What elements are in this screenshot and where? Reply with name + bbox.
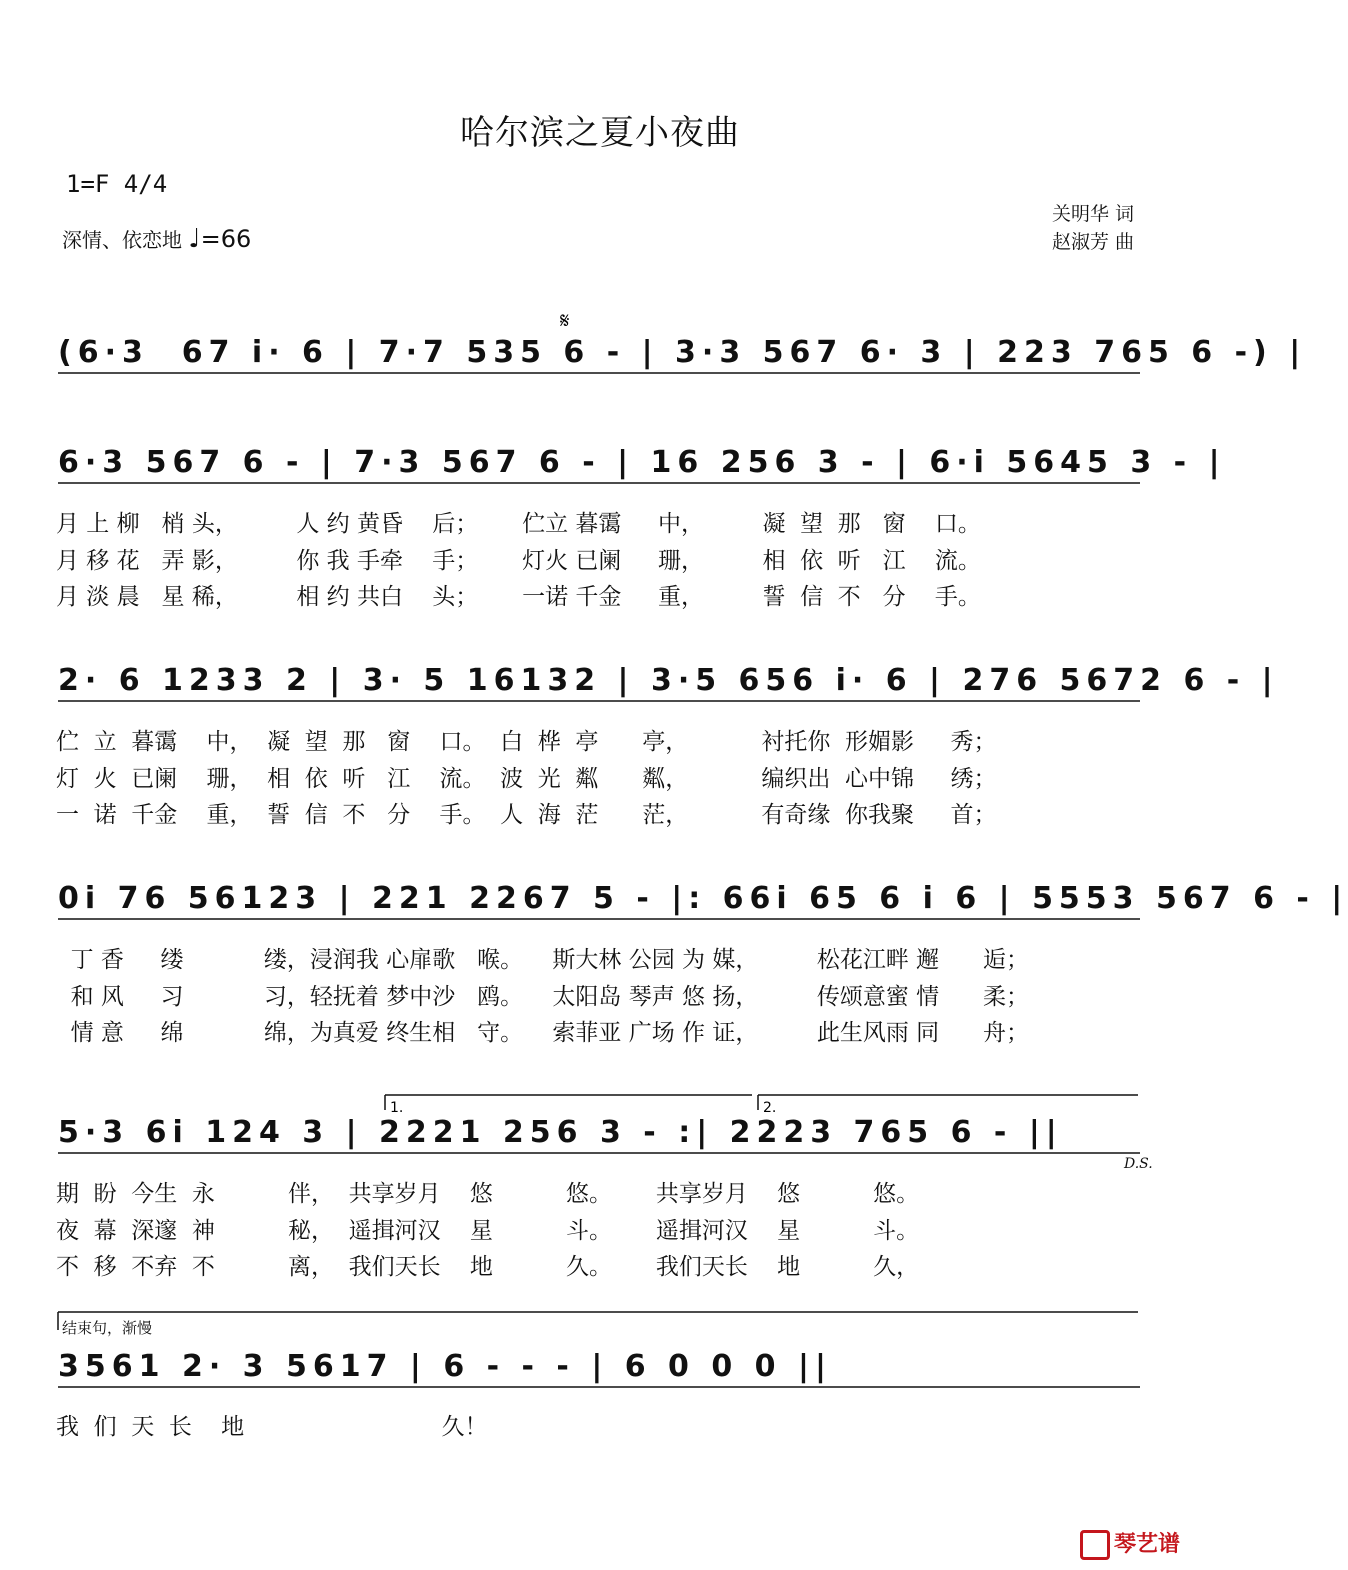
lyric-line: 月 移 花 弄 影， 你 我 手牵 手； 灯火 已阑 珊， 相 依 听 江 流。 [56, 547, 981, 574]
lyric-line: 夜 幕 深邃 神 秘， 遥揖河汉 星 斗。 遥揖河汉 星 斗。 [56, 1217, 920, 1244]
ending-label: 结束句，渐慢 [62, 1319, 153, 1337]
lyric-line: 和 风 习 习，轻抚着 梦中沙 鸥。 太阳岛 琴声 悠 扬， 传颂意蜜 情 柔； [56, 983, 1029, 1010]
volta-2-label: 2. [763, 1100, 777, 1116]
lyric-line: 不 移 不弃 不 离， 我们天长 地 久。 我们天长 地 久， [56, 1254, 920, 1280]
lyric-line: 月 淡 晨 星 稀， 相 约 共白 头； 一诺 千金 重， 誓 信 不 分 手。 [56, 584, 981, 610]
notation-line: 3561 2· 3 5617 | 6 - - - | 6 0 0 0 || [58, 1349, 832, 1384]
page-title: 哈尔滨之夏小夜曲 [460, 113, 740, 153]
lyric-line: 灯 火 已阑 珊， 相 依 听 江 流。 波 光 粼 粼， 编织出 心中锦 绣； [56, 765, 997, 792]
logo-icon [1080, 1530, 1110, 1560]
notation-line: (6·3 67 i· 6 | 7·7 535 6 - | 3·3 567 6· 3 | 223 765 6 -) | [58, 335, 1307, 370]
ds-mark: D.S. [1124, 1156, 1153, 1172]
watermark [1080, 1527, 1180, 1560]
key-signature: 1=F 4/4 [66, 170, 168, 198]
lyric-line: 丁 香 缕 缕，浸润我 心扉歌 喉。 斯大林 公园 为 媒， 松花江畔 邂 逅； [56, 947, 1029, 973]
quarter-note-icon: ♩ [188, 224, 201, 254]
lyric-line: 期 盼 今生 永 伴， 共享岁月 悠 悠。 共享岁月 悠 悠。 [56, 1181, 920, 1207]
segno-icon: 𝄋 [560, 309, 570, 334]
notation-line: 2· 6 1233 2 | 3· 5 16132 | 3·5 656 i· 6 | 276 5672 6 - | [58, 663, 1279, 698]
lyric-line: 一 诺 千金 重， 誓 信 不 分 手。 人 海 茫 茫， 有奇缘 你我聚 首； [56, 802, 997, 828]
notation-line: 5·3 6i 124 3 | 2221 256 3 - :| 2223 765 6 - || [58, 1115, 1063, 1150]
watermark-text: 琴艺谱 [1113, 1532, 1180, 1557]
lyric-line: 伫 立 暮霭 中， 凝 望 那 窗 口。 白 桦 亭 亭， 衬托你 形媚影 秀； [56, 729, 997, 755]
notation-line: 6·3 567 6 - | 7·3 567 6 - | 16 256 3 - | 6·i 5645 3 - | [58, 445, 1226, 480]
notation-line: 0i 76 56123 | 221 2267 5 - |: 66i 65 6 i 6 | 5553 567 6 - | [58, 881, 1348, 916]
lyricist: 关明华 词 [1051, 203, 1134, 225]
volta-1-label: 1. [390, 1100, 404, 1116]
lyric-line: 月 上 柳 梢 头， 人 约 黄昏 后； 伫立 暮霭 中， 凝 望 那 窗 口。 [56, 511, 981, 537]
lyric-line: 我 们 天 长 地 久！ [56, 1414, 488, 1440]
expression-text: 深情、依恋地 [62, 228, 182, 252]
lyric-line: 情 意 绵 绵，为真爱 终生相 守。 索菲亚 广场 作 证， 此生风雨 同 舟； [56, 1020, 1029, 1046]
composer: 赵淑芳 曲 [1051, 231, 1134, 253]
tempo-value: =66 [200, 225, 252, 253]
